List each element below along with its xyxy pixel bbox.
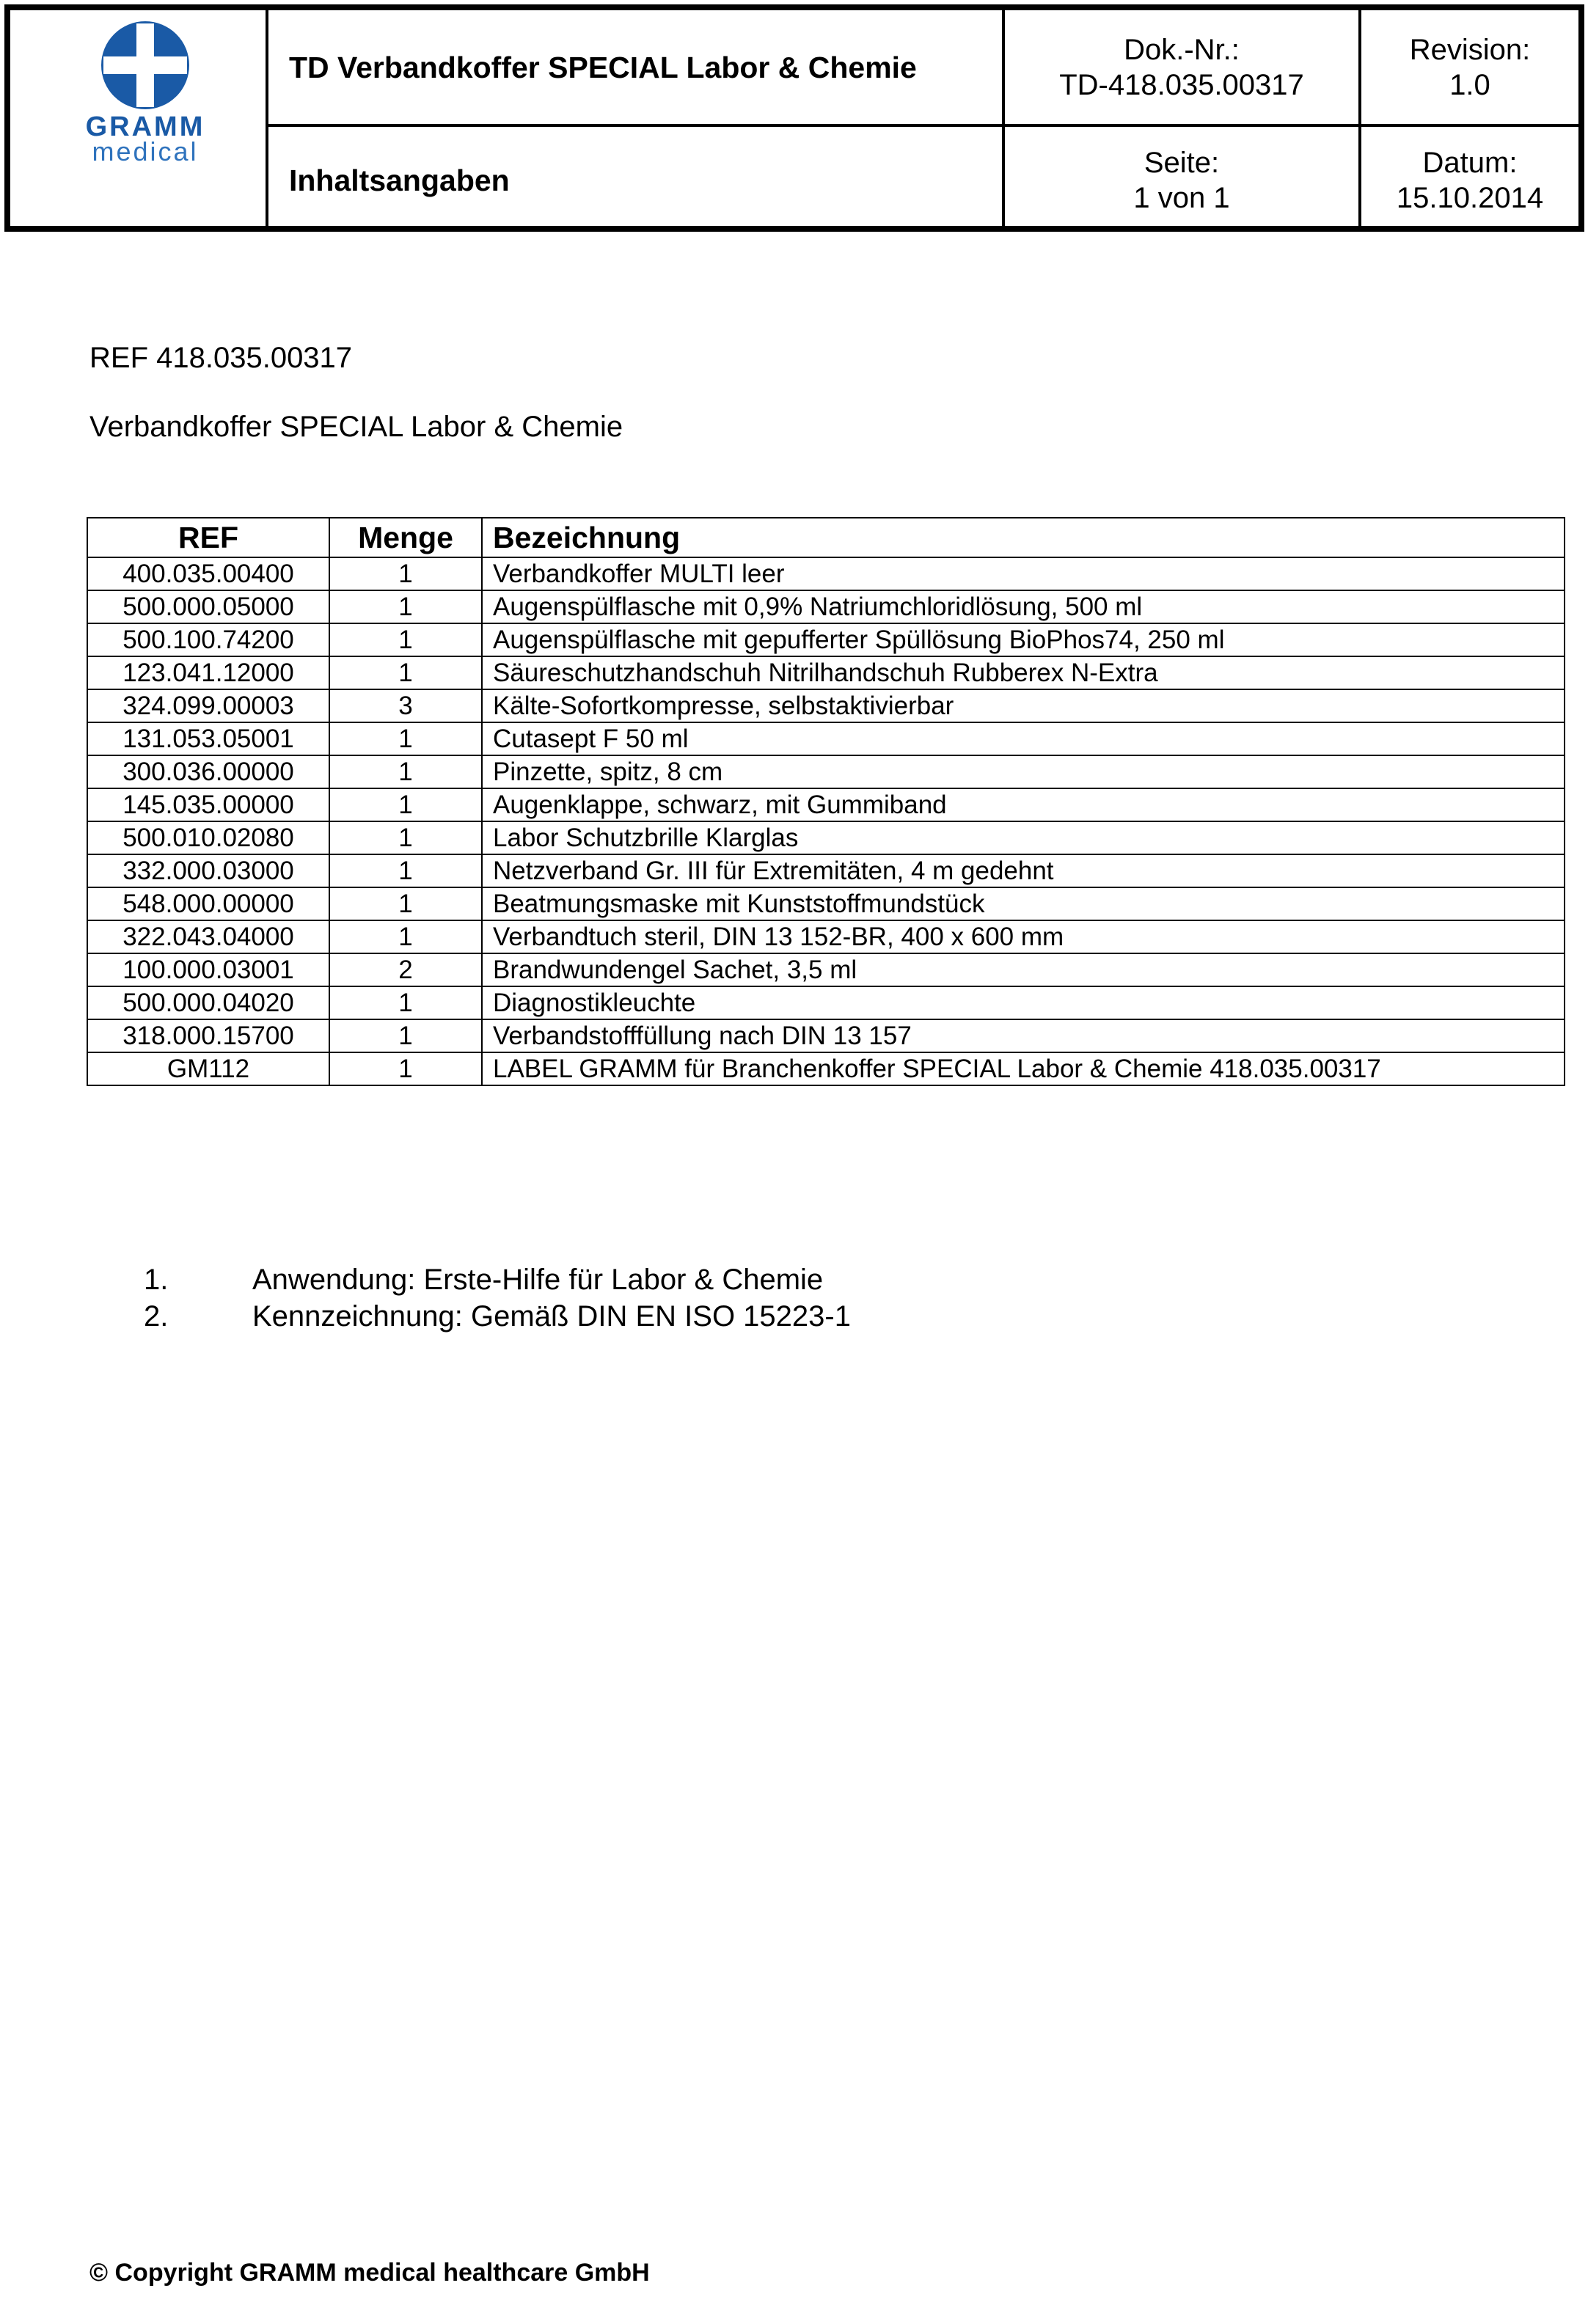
table-row: [87, 623, 1565, 656]
table-row: [87, 887, 1565, 920]
cell-ref: 548.000.00000: [87, 887, 329, 920]
product-name-line: Verbandkoffer SPECIAL Labor & Chemie: [89, 411, 623, 443]
document-header: [4, 4, 1584, 232]
cell-menge: 1: [329, 887, 482, 920]
cell-ref: 500.100.74200: [87, 623, 329, 656]
note-text: Anwendung: Erste-Hilfe für Labor & Chemie: [252, 1264, 824, 1296]
cell-bezeichnung: LABEL GRAMM für Branchenkoffer SPECIAL Labor & Chemie 418.035.00317: [482, 1052, 1565, 1085]
cell-ref: GM112: [87, 1052, 329, 1085]
cell-menge: 1: [329, 1052, 482, 1085]
doc-nr-label: Dok.-Nr.:: [1124, 34, 1240, 66]
page-value: 1 von 1: [1133, 182, 1230, 214]
cell-bezeichnung: Augenspülflasche mit 0,9% Natriumchloridlösung, 500 ml: [482, 590, 1565, 623]
cell-ref: 332.000.03000: [87, 854, 329, 887]
cell-ref: 500.000.05000: [87, 590, 329, 623]
cell-ref: 318.000.15700: [87, 1019, 329, 1052]
cell-ref: 131.053.05001: [87, 722, 329, 755]
cell-bezeichnung: Verbandtuch steril, DIN 13 152-BR, 400 x 600 mm: [482, 920, 1565, 953]
cell-ref: 322.043.04000: [87, 920, 329, 953]
cell-menge: 1: [329, 821, 482, 854]
note-text: Kennzeichnung: Gemäß DIN EN ISO 15223-1: [252, 1300, 851, 1333]
note-number: 2.: [144, 1300, 169, 1333]
cell-bezeichnung: Beatmungsmaske mit Kunststoffmundstück: [482, 887, 1565, 920]
column-header-bezeichnung: Bezeichnung: [482, 518, 1565, 557]
cell-bezeichnung: Kälte-Sofortkompresse, selbstaktivierbar: [482, 689, 1565, 722]
cell-menge: 1: [329, 788, 482, 821]
cell-bezeichnung: Brandwundengel Sachet, 3,5 ml: [482, 953, 1565, 986]
logo-brand-name: GRAMM: [85, 111, 205, 142]
cell-ref: 400.035.00400: [87, 557, 329, 590]
page-cell: [1005, 145, 1358, 216]
table-row: [87, 986, 1565, 1019]
date-value: 15.10.2014: [1396, 182, 1544, 214]
column-header-menge: Menge: [329, 518, 482, 557]
note-number: 1.: [144, 1264, 169, 1296]
cell-bezeichnung: Labor Schutzbrille Klarglas: [482, 821, 1565, 854]
document-subtitle: Inhaltsangaben: [289, 164, 510, 197]
table-header-row: [87, 518, 1565, 557]
cell-ref: 500.010.02080: [87, 821, 329, 854]
cell-menge: 1: [329, 854, 482, 887]
company-logo: [10, 10, 266, 226]
cell-ref: 300.036.00000: [87, 755, 329, 788]
page-label: Seite:: [1144, 147, 1220, 179]
table-row: [87, 920, 1565, 953]
cell-menge: 1: [329, 986, 482, 1019]
revision-cell: [1361, 32, 1578, 103]
cell-bezeichnung: Netzverband Gr. III für Extremitäten, 4 m gedehnt: [482, 854, 1565, 887]
table-row: [87, 689, 1565, 722]
table-row: [87, 755, 1565, 788]
document-title: TD Verbandkoffer SPECIAL Labor & Chemie: [289, 51, 917, 84]
medical-cross-icon: [98, 18, 193, 113]
cell-menge: 1: [329, 1019, 482, 1052]
cell-bezeichnung: Augenspülflasche mit gepufferter Spüllösung BioPhos74, 250 ml: [482, 623, 1565, 656]
reference-line: REF 418.035.00317: [89, 342, 353, 374]
cell-ref: 100.000.03001: [87, 953, 329, 986]
cell-ref: 500.000.04020: [87, 986, 329, 1019]
revision-value: 1.0: [1449, 69, 1490, 101]
copyright-footer: © Copyright GRAMM medical healthcare GmbH: [89, 2259, 650, 2287]
cell-bezeichnung: Verbandkoffer MULTI leer: [482, 557, 1565, 590]
notes-list: [144, 1261, 851, 1335]
table-row: [87, 1052, 1565, 1085]
doc-nr-value: TD-418.035.00317: [1059, 69, 1304, 101]
logo-brand-sub: medical: [92, 136, 199, 166]
cell-ref: 145.035.00000: [87, 788, 329, 821]
cell-menge: 1: [329, 590, 482, 623]
cell-menge: 1: [329, 557, 482, 590]
date-cell: [1361, 145, 1578, 216]
cell-bezeichnung: Pinzette, spitz, 8 cm: [482, 755, 1565, 788]
cell-ref: 123.041.12000: [87, 656, 329, 689]
doc-nr-cell: [1005, 32, 1358, 103]
cell-menge: 1: [329, 920, 482, 953]
list-item: [144, 1261, 851, 1298]
table-row: [87, 590, 1565, 623]
cell-bezeichnung: Diagnostikleuchte: [482, 986, 1565, 1019]
table-row: [87, 854, 1565, 887]
cell-menge: 1: [329, 656, 482, 689]
cell-menge: 3: [329, 689, 482, 722]
cell-menge: 1: [329, 755, 482, 788]
contents-table: [87, 517, 1565, 1086]
cell-bezeichnung: Säureschutzhandschuh Nitrilhandschuh Rubberex N-Extra: [482, 656, 1565, 689]
table-row: [87, 656, 1565, 689]
table-row: [87, 1019, 1565, 1052]
table-row: [87, 821, 1565, 854]
table-row: [87, 953, 1565, 986]
table-body: [87, 557, 1565, 1085]
revision-label: Revision:: [1409, 34, 1531, 66]
cell-menge: 1: [329, 722, 482, 755]
cell-bezeichnung: Verbandstofffüllung nach DIN 13 157: [482, 1019, 1565, 1052]
date-label: Datum:: [1422, 147, 1518, 179]
cell-menge: 1: [329, 623, 482, 656]
table-row: [87, 557, 1565, 590]
column-header-ref: REF: [87, 518, 329, 557]
table-row: [87, 722, 1565, 755]
cell-ref: 324.099.00003: [87, 689, 329, 722]
list-item: [144, 1298, 851, 1335]
cell-menge: 2: [329, 953, 482, 986]
table-row: [87, 788, 1565, 821]
cell-bezeichnung: Cutasept F 50 ml: [482, 722, 1565, 755]
cell-bezeichnung: Augenklappe, schwarz, mit Gummiband: [482, 788, 1565, 821]
